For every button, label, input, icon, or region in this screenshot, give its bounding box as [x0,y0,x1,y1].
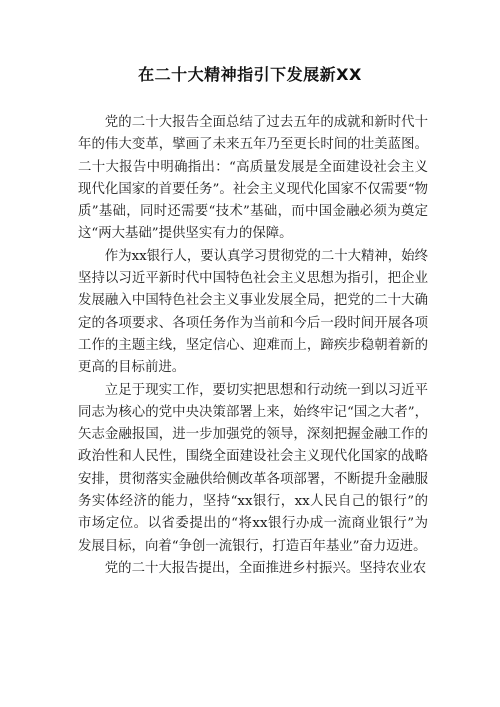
paragraph: 党的二十大报告提出，全面推进乡村振兴。坚持农业农 [104,560,427,576]
document-body [78,112,428,580]
document-title: 在二十大精神指引下发展新XX [138,65,362,84]
paragraph: 作为xx银行人，要认真学习贯彻党的二十大精神，始终坚持以习近平新时代中国特色社会主义思想为指引，把企业发展融入中国特色社会主义事业发展全局，把党的二十大确定的各项要求、各项任务作为当前和今后一段时间开展各项工作的主题主线，坚定信心、迎难而上，蹄疾步稳朝着新的更高的目标前进。 [78,248,428,376]
paragraph: 立足于现实工作，要切实把思想和行动统一到以习近平同志为核心的党中央决策部署上来，始终牢记“国之大者”，矢志金融报国，进一步加强党的领导，深刻把握金融工作的政治性和人民性，围绕全面建设社会主义现代化国家的战略安排，贯彻落实金融供给侧改革各项部署，不断提升金融服务实体经济的能力，坚持“xx银行，xx人民自己的银行”的市场定位。以省委提出的“将xx银行办成一流商业银行”为发展目标，向着“争创一流银行，打造百年基业”奋力迈进。 [78,382,428,554]
paragraph: 党的二十大报告全面总结了过去五年的成就和新时代十年的伟大变革，擘画了未来五年乃至更长时间的壮美蓝图。二十大报告中明确指出：“高质量发展是全面建设社会主义现代化国家的首要任务”。社会主义现代化国家不仅需要“物质”基础，同时还需要“技术”基础，而中国金融必须为奠定这“两大基础”提供坚实有力的保障。 [78,115,428,242]
